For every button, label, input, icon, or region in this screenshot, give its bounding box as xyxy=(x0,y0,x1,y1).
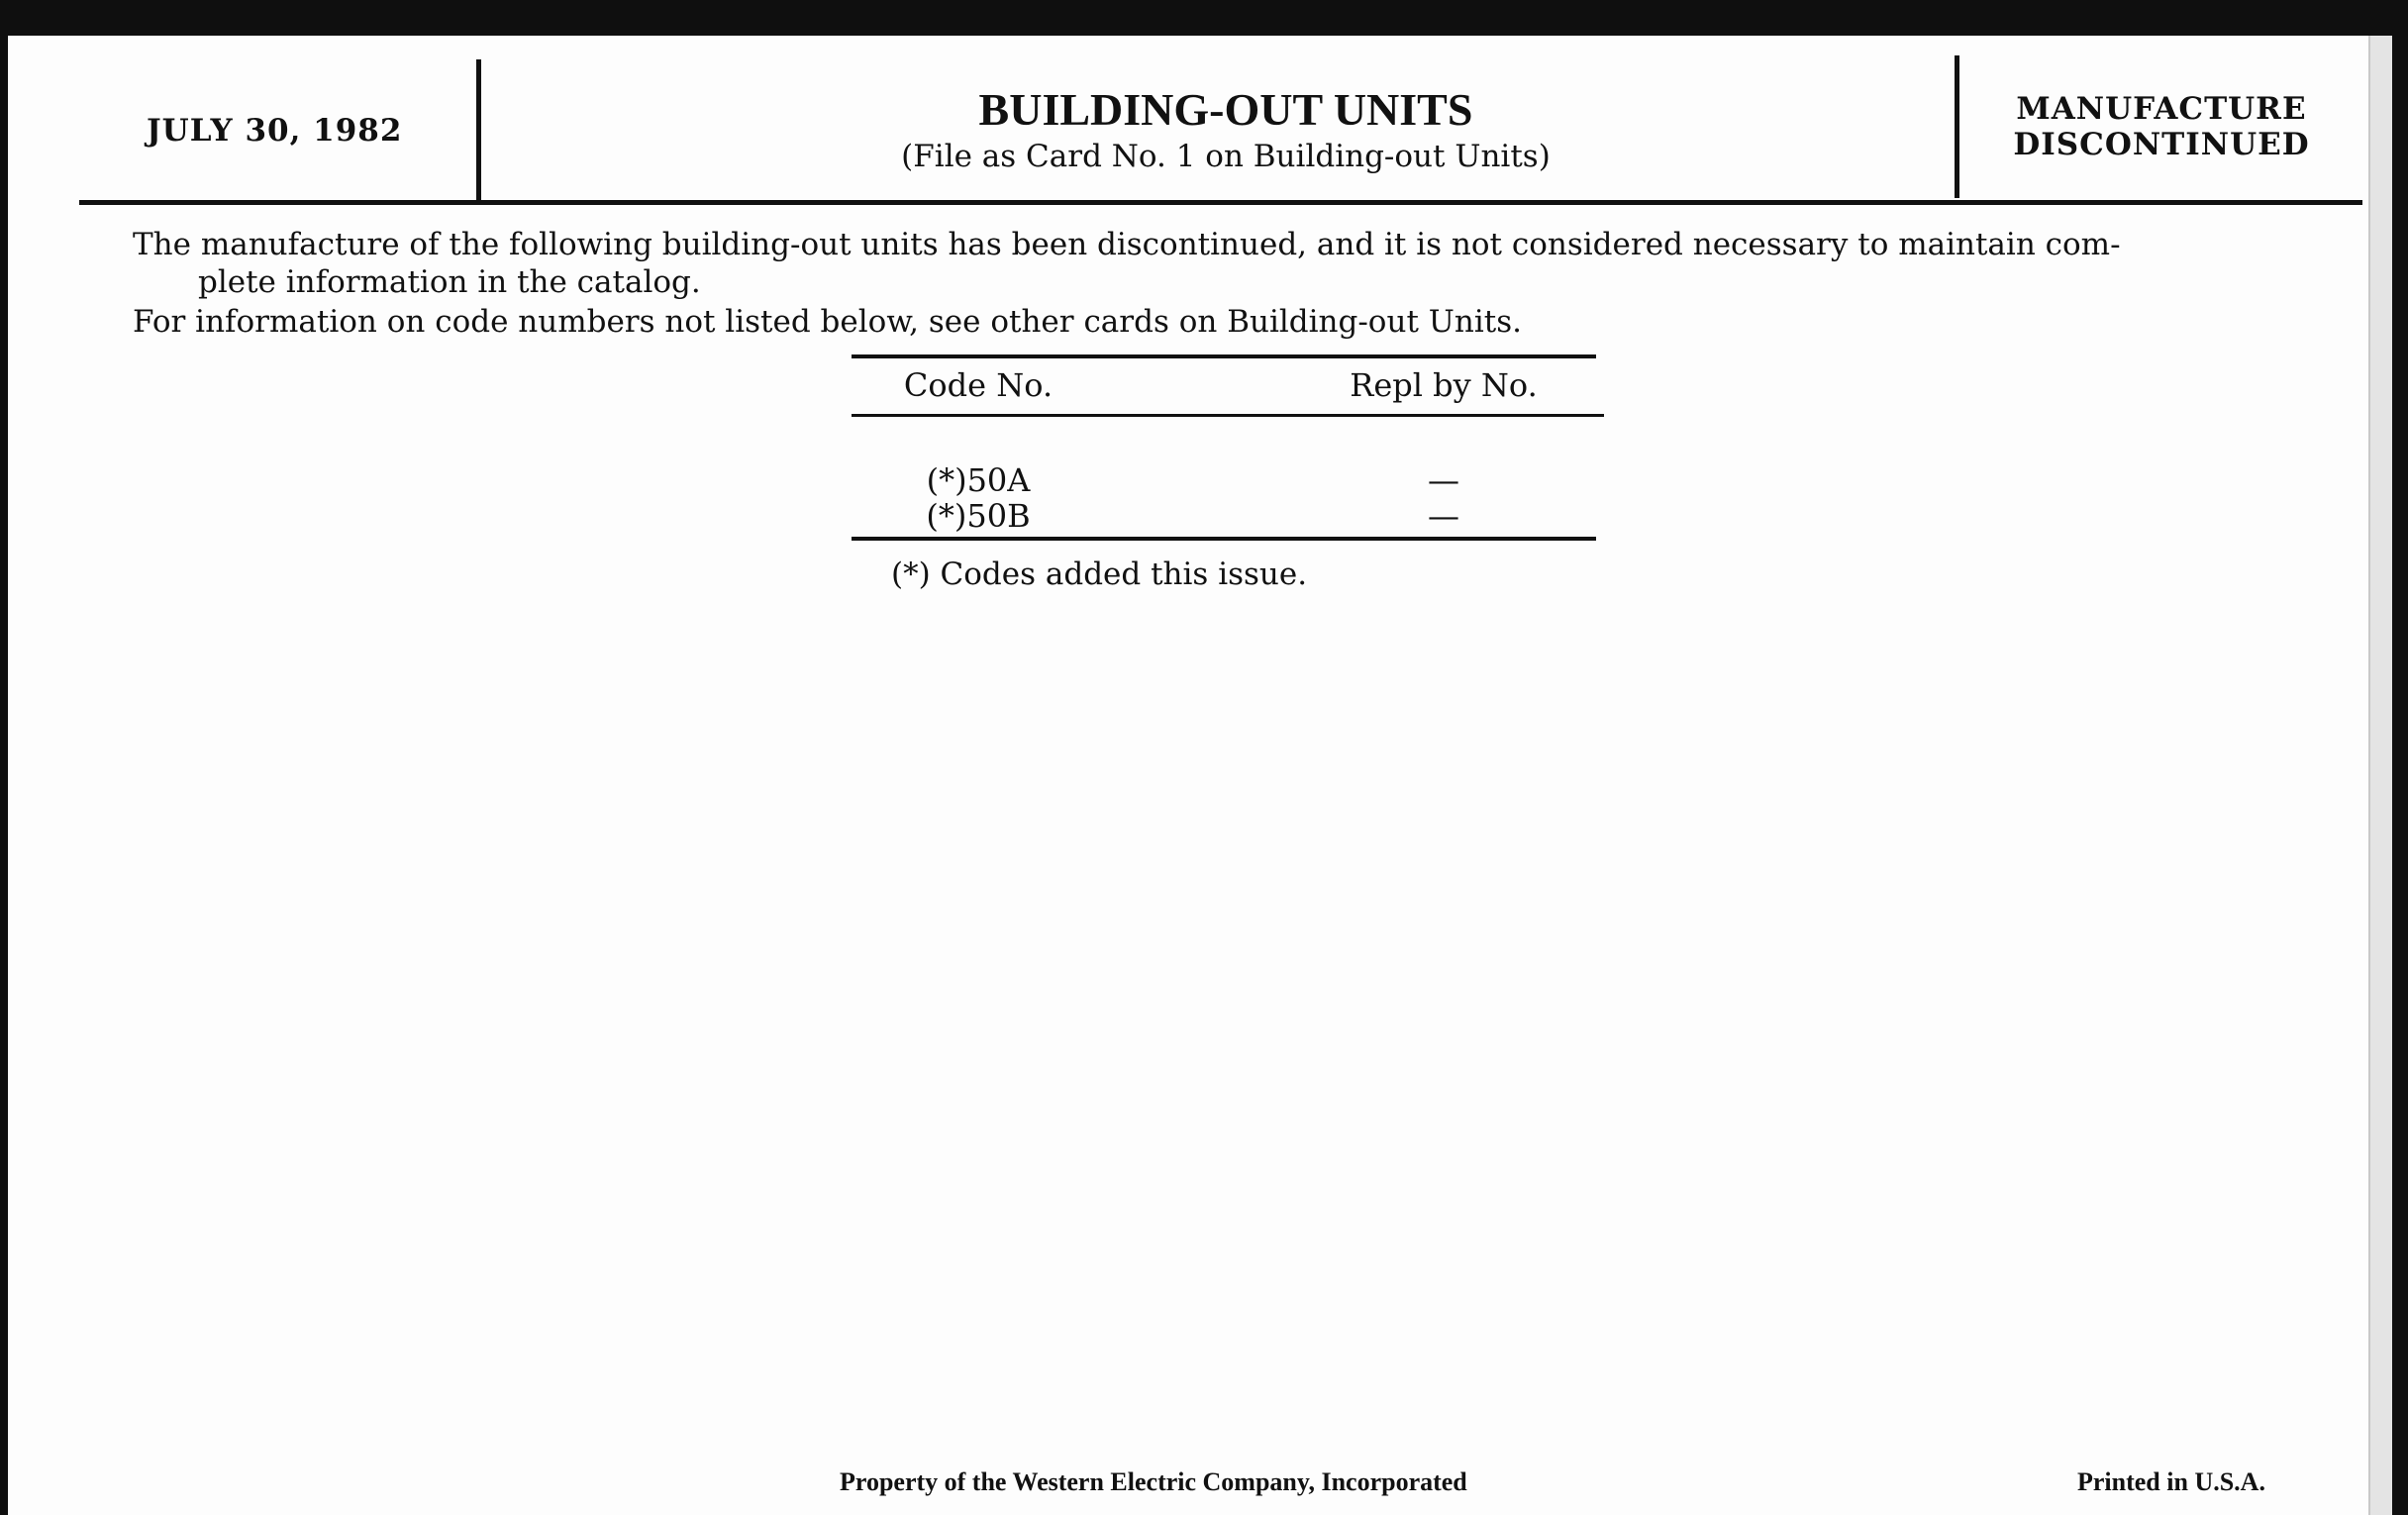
table-row-code: (*)50A xyxy=(926,461,1031,499)
footer-printed: Printed in U.S.A. xyxy=(2077,1467,2265,1496)
intro-paragraph xyxy=(133,226,2341,301)
header-divider-right xyxy=(1955,55,1959,198)
catalog-card xyxy=(8,36,2392,1515)
header-code-no: Code No. xyxy=(903,366,1054,404)
status-line-2: DISCONTINUED xyxy=(2013,127,2310,162)
header-rule xyxy=(79,200,2362,205)
intro-line-1: The manufacture of the following building-out units has been discontinued, and it is not considered necessary to maintain com- xyxy=(133,227,2121,262)
table-footnote: (*) Codes added this issue. xyxy=(891,556,1308,592)
status-line-1: MANUFACTURE xyxy=(2016,91,2307,127)
reference-paragraph: For information on code numbers not listed below, see other cards on Building-out Units. xyxy=(133,304,1522,340)
status-label xyxy=(1988,91,2335,162)
card-title: BUILDING-OUT UNITS xyxy=(978,84,1473,135)
table-bottom-rule xyxy=(852,537,1596,541)
issue-date: JULY 30, 1982 xyxy=(147,113,403,149)
header-repl-by-no: Repl by No. xyxy=(1350,366,1538,404)
card-edge xyxy=(2368,36,2392,1515)
table-top-rule xyxy=(852,354,1596,358)
table-header-rule xyxy=(852,414,1604,417)
table-row-repl: — xyxy=(1428,461,1459,499)
intro-line-2: plete information in the catalog. xyxy=(198,264,701,300)
table-row-code: (*)50B xyxy=(926,497,1031,535)
header-divider-left xyxy=(476,59,481,203)
table-row-repl: — xyxy=(1428,497,1459,535)
card-subtitle: (File as Card No. 1 on Building-out Units) xyxy=(901,139,1551,174)
footer-property: Property of the Western Electric Company, Incorporated xyxy=(840,1467,1467,1496)
